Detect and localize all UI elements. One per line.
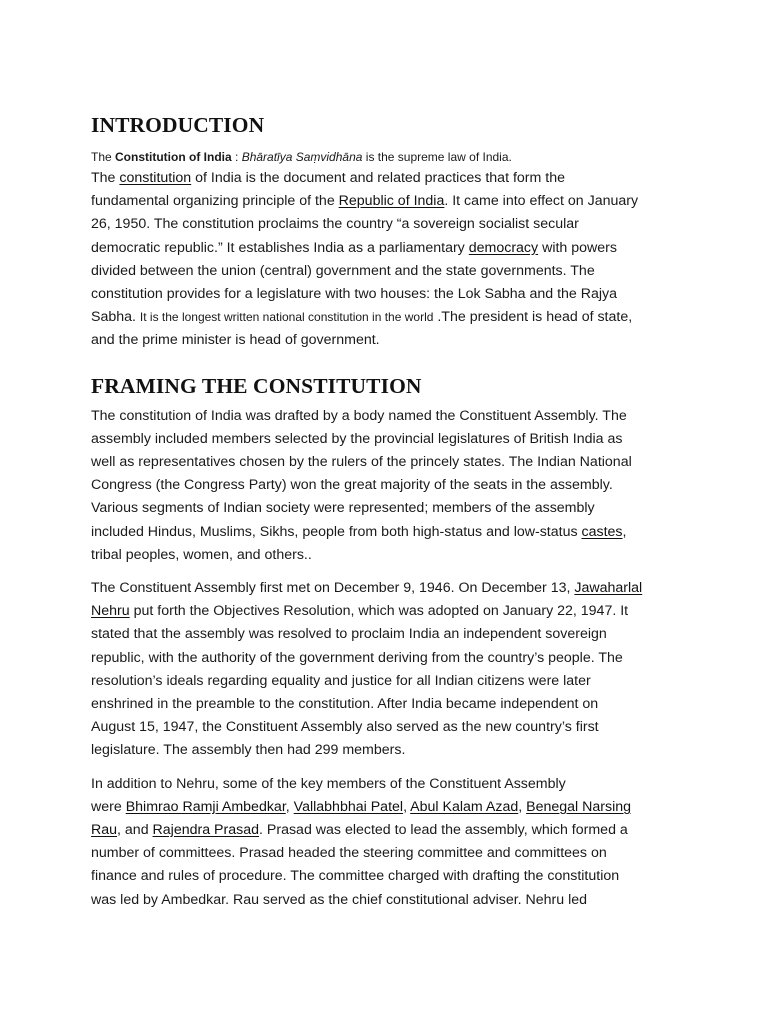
text-line: enshrined in the preamble to the constitution. After India became independent on [91, 696, 599, 713]
azad-link[interactable]: Abul Kalam Azad [410, 798, 519, 815]
constitution-link[interactable]: constitution [119, 170, 192, 186]
small-inserted-text: It is the longest written national constitution in the world [139, 310, 434, 325]
text-line: number of committees. Prasad headed the steering committee and committees on [91, 845, 607, 862]
jawaharlal-nehru-link[interactable]: Jawaharlal [574, 580, 643, 597]
ambedkar-link[interactable]: Bhimrao Ramji Ambedkar [125, 798, 286, 815]
lead-bold-title: Constitution of India [115, 150, 232, 164]
benegal-narsing-rau-link[interactable]: Benegal Narsing [526, 798, 632, 815]
text-line: assembly included members selected by the provincial legislatures of British India as [91, 430, 623, 447]
introduction-heading: INTRODUCTION [91, 113, 265, 137]
text-line: resolution’s ideals regarding equality and justice for all Indian citizens were later [91, 672, 591, 689]
text-line: 26, 1950. The constitution proclaims the country “a sovereign socialist secular [91, 216, 579, 233]
text-line: stated that the assembly was resolved to proclaim India an independent sovereign [91, 626, 607, 643]
text-line: was led by Ambedkar. Rau served as the chief constitutional adviser. Nehru led [91, 891, 588, 908]
rajendra-prasad-link[interactable]: Rajendra Prasad [152, 822, 259, 839]
republic-of-india-link[interactable]: Republic of India [338, 193, 445, 210]
text-line: The Constituent Assembly first met on December 9, 1946. On December 13, Jawaharlal [91, 580, 643, 597]
document-page [91, 111, 691, 912]
text-line: legislature. The assembly then had 299 members. [91, 742, 406, 759]
text-line: August 15, 1947, the Constituent Assembly also served as the new country’s first [91, 719, 599, 736]
text-line: divided between the union (central) government and the state governments. The [91, 262, 595, 279]
text-line: were Bhimrao Ramji Ambedkar, Vallabhbhai Patel, Abul Kalam Azad, Benegal Narsing [91, 798, 632, 815]
text-line: Congress (the Congress Party) won the great majority of the seats in the assembly. [91, 477, 613, 494]
text-line: In addition to Nehru, some of the key members of the Constituent Assembly [91, 775, 566, 792]
text-line: constitution provides for a legislature with two houses: the Lok Sabha and the Rajya [91, 286, 618, 303]
text-line: and the prime minister is head of government. [91, 332, 380, 349]
lead-prefix: The [91, 150, 116, 164]
framing-paragraph-2 [91, 577, 691, 763]
framing-paragraph-1 [91, 405, 691, 567]
text-line: The constitution of India was drafted by a body named the Constituent Assembly. The [91, 407, 627, 424]
lead-separator: : [231, 150, 242, 164]
text-line: well as representatives chosen by the rulers of the princely states. The Indian National [91, 454, 632, 471]
castes-link[interactable]: castes [581, 523, 623, 540]
text-line: Nehru put forth the Objectives Resolution, which was adopted on January 22, 1947. It [91, 603, 629, 620]
lead-italic-name: Bhāratīya Saṃvidhāna [241, 150, 363, 164]
text-line: tribal peoples, women, and others.. [91, 546, 312, 563]
jawaharlal-nehru-link[interactable]: Nehru [91, 603, 130, 620]
text-line: democratic republic.” It establishes India as a parliamentary democracy with powers [91, 239, 617, 256]
democracy-link[interactable]: democracy [468, 239, 539, 256]
intro-paragraph [91, 167, 691, 353]
text-line: included Hindus, Muslims, Sikhs, people from both high-status and low-status castes, [91, 523, 627, 540]
text-line: finance and rules of procedure. The committee charged with drafting the constitution [91, 868, 620, 885]
patel-link[interactable]: Vallabhbhai Patel [293, 798, 404, 815]
text-line: fundamental organizing principle of the Republic of India. It came into effect on January [91, 193, 639, 210]
intro-lead-line [91, 149, 691, 165]
lead-suffix: is the supreme law of India. [362, 150, 512, 164]
framing-heading: FRAMING THE CONSTITUTION [91, 373, 422, 398]
framing-paragraph-3 [91, 773, 691, 912]
text-line: Sabha. It is the longest written national constitution in the world .The president is head of state, [91, 309, 633, 326]
text-line: The constitution of India is the document and related practices that form the [91, 170, 565, 186]
text-line: Various segments of Indian society were represented; members of the assembly [91, 500, 595, 517]
text-line: Rau, and Rajendra Prasad. Prasad was elected to lead the assembly, which formed a [91, 822, 628, 839]
text-line: republic, with the authority of the government deriving from the country’s people. The [91, 649, 623, 666]
benegal-narsing-rau-link[interactable]: Rau [91, 822, 118, 839]
